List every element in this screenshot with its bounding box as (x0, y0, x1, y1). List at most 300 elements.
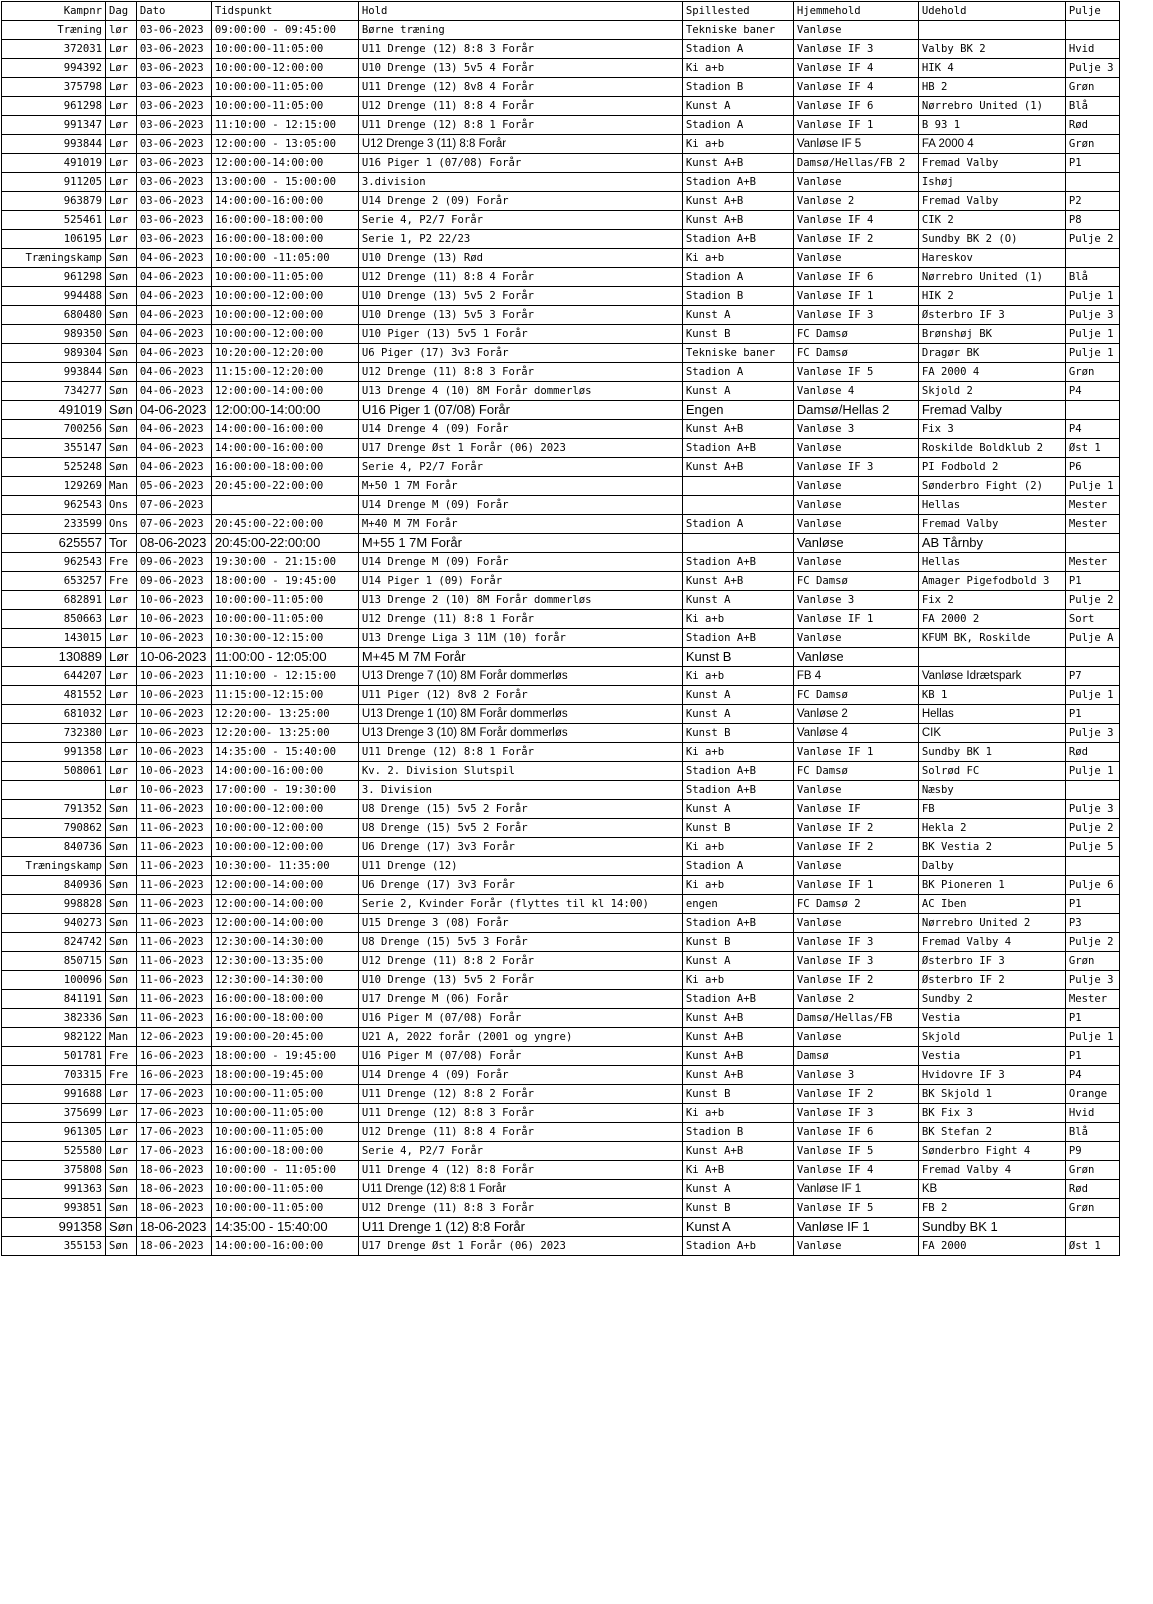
cell-spillested: Kunst A+B (682, 1066, 793, 1085)
cell-hjemmehold: Vanløse 4 (793, 382, 918, 401)
cell-dag: Lør (106, 154, 137, 173)
cell-dag: Lør (106, 211, 137, 230)
cell-hold: U12 Drenge 3 (11) 8:8 Forår (358, 135, 682, 154)
cell-pulje: Pulje 2 (1065, 933, 1119, 952)
cell-dag: Fre (106, 572, 137, 591)
cell-spillested: Kunst A (682, 705, 793, 724)
cell-udehold: Fremad Valby (918, 154, 1065, 173)
cell-tidspunkt: 10:00:00-11:05:00 (211, 78, 358, 97)
cell-udehold: Sønderbro Fight (2) (918, 477, 1065, 496)
cell-udehold: Fremad Valby 4 (918, 1161, 1065, 1180)
cell-spillested: Stadion A (682, 857, 793, 876)
cell-tidspunkt: 14:00:00-16:00:00 (211, 1237, 358, 1256)
header-row (2, 2, 1120, 21)
cell-dag: Søn (106, 439, 137, 458)
cell-pulje (1065, 249, 1119, 268)
cell-spillested: Kunst A+B (682, 1028, 793, 1047)
cell-tidspunkt: 14:35:00 - 15:40:00 (211, 743, 358, 762)
cell-hold: U11 Piger (12) 8v8 2 Forår (358, 686, 682, 705)
cell-hjemmehold: Vanløse (793, 1028, 918, 1047)
cell-dato: 04-06-2023 (136, 344, 211, 363)
cell-pulje: Pulje 1 (1065, 344, 1119, 363)
cell-pulje (1065, 857, 1119, 876)
cell-tidspunkt: 10:30:00- 11:35:00 (211, 857, 358, 876)
cell-udehold: BK Vestia 2 (918, 838, 1065, 857)
table-row (2, 724, 1120, 743)
cell-dato: 09-06-2023 (136, 572, 211, 591)
cell-kampnr: 525461 (2, 211, 106, 230)
cell-kampnr: 962543 (2, 553, 106, 572)
cell-kampnr: 790862 (2, 819, 106, 838)
cell-hold: U8 Drenge (15) 5v5 2 Forår (358, 819, 682, 838)
cell-hold: U6 Drenge (17) 3v3 Forår (358, 838, 682, 857)
table-row (2, 610, 1120, 629)
cell-dato: 17-06-2023 (136, 1142, 211, 1161)
cell-pulje: Pulje 2 (1065, 819, 1119, 838)
cell-spillested: Tekniske baner (682, 21, 793, 40)
cell-tidspunkt: 14:35:00 - 15:40:00 (211, 1218, 358, 1237)
cell-udehold: Vanløse Idrætspark (918, 667, 1065, 686)
cell-hjemmehold: FC Damsø (793, 762, 918, 781)
cell-dato: 04-06-2023 (136, 382, 211, 401)
cell-tidspunkt: 17:00:00 - 19:30:00 (211, 781, 358, 800)
cell-hold: U11 Drenge (12) 8:8 3 Forår (358, 40, 682, 59)
cell-hold: U12 Drenge (11) 8:8 3 Forår (358, 1199, 682, 1218)
cell-pulje: P1 (1065, 1047, 1119, 1066)
cell-tidspunkt: 10:00:00-11:05:00 (211, 591, 358, 610)
cell-udehold: Hellas (918, 553, 1065, 572)
cell-kampnr: 680480 (2, 306, 106, 325)
cell-hold: 3.division (358, 173, 682, 192)
cell-dato: 18-06-2023 (136, 1237, 211, 1256)
cell-kampnr: 382336 (2, 1009, 106, 1028)
cell-hold: 3. Division (358, 781, 682, 800)
table-row (2, 1237, 1120, 1256)
cell-dag: Fre (106, 1066, 137, 1085)
cell-udehold: KB 1 (918, 686, 1065, 705)
cell-dag: Lør (106, 648, 137, 667)
table-row (2, 838, 1120, 857)
cell-tidspunkt: 10:00:00-11:05:00 (211, 1085, 358, 1104)
table-row (2, 1199, 1120, 1218)
cell-tidspunkt: 12:30:00-13:35:00 (211, 952, 358, 971)
cell-udehold: Østerbro IF 3 (918, 952, 1065, 971)
cell-hjemmehold: Vanløse IF 1 (793, 743, 918, 762)
table-row (2, 249, 1120, 268)
cell-udehold: Brønshøj BK (918, 325, 1065, 344)
cell-hjemmehold: Vanløse (793, 629, 918, 648)
cell-tidspunkt: 12:20:00- 13:25:00 (211, 705, 358, 724)
cell-pulje: Grøn (1065, 1161, 1119, 1180)
cell-dag: Lør (106, 591, 137, 610)
cell-hold: U13 Drenge 7 (10) 8M Forår dommerløs (358, 667, 682, 686)
cell-kampnr: 994392 (2, 59, 106, 78)
cell-kampnr: Træning (2, 21, 106, 40)
cell-kampnr: 130889 (2, 648, 106, 667)
cell-dato: 04-06-2023 (136, 325, 211, 344)
cell-tidspunkt: 10:00:00-11:05:00 (211, 610, 358, 629)
cell-pulje: Pulje 5 (1065, 838, 1119, 857)
cell-kampnr: 991688 (2, 1085, 106, 1104)
cell-dato: 04-06-2023 (136, 306, 211, 325)
cell-pulje: P9 (1065, 1142, 1119, 1161)
cell-dag: Lør (106, 97, 137, 116)
cell-udehold: Næsby (918, 781, 1065, 800)
cell-dato: 16-06-2023 (136, 1047, 211, 1066)
cell-dato: 18-06-2023 (136, 1180, 211, 1199)
cell-dag: Lør (106, 686, 137, 705)
cell-spillested: Tekniske baner (682, 344, 793, 363)
cell-kampnr: 982122 (2, 1028, 106, 1047)
cell-tidspunkt: 14:00:00-16:00:00 (211, 439, 358, 458)
cell-hold: U14 Piger 1 (09) Forår (358, 572, 682, 591)
table-row (2, 705, 1120, 724)
cell-spillested: Kunst A+B (682, 192, 793, 211)
cell-pulje: Rød (1065, 1180, 1119, 1199)
cell-tidspunkt: 11:00:00 - 12:05:00 (211, 648, 358, 667)
cell-tidspunkt: 12:00:00-14:00:00 (211, 401, 358, 420)
cell-hjemmehold: Vanløse (793, 249, 918, 268)
cell-hold: U12 Drenge (11) 8:8 2 Forår (358, 952, 682, 971)
cell-pulje: Pulje 3 (1065, 971, 1119, 990)
cell-udehold: Fremad Valby 4 (918, 933, 1065, 952)
cell-spillested: Stadion A+B (682, 173, 793, 192)
cell-hjemmehold: FC Damsø (793, 344, 918, 363)
cell-tidspunkt: 19:30:00 - 21:15:00 (211, 553, 358, 572)
cell-hold: U13 Drenge 4 (10) 8M Forår dommerløs (358, 382, 682, 401)
cell-tidspunkt: 11:10:00 - 12:15:00 (211, 667, 358, 686)
cell-dato: 10-06-2023 (136, 705, 211, 724)
cell-hold: U21 A, 2022 forår (2001 og yngre) (358, 1028, 682, 1047)
cell-hold: U11 Drenge 1 (12) 8:8 Forår (358, 1218, 682, 1237)
cell-hjemmehold: Vanløse IF 1 (793, 116, 918, 135)
cell-hjemmehold: Vanløse IF 2 (793, 1085, 918, 1104)
cell-spillested: Stadion A (682, 515, 793, 534)
cell-hjemmehold: Vanløse IF 1 (793, 1218, 918, 1237)
cell-udehold: PI Fodbold 2 (918, 458, 1065, 477)
cell-dag: Søn (106, 876, 137, 895)
cell-dato: 17-06-2023 (136, 1104, 211, 1123)
header-dag: Dag (106, 2, 137, 21)
cell-spillested: Stadion A (682, 363, 793, 382)
cell-tidspunkt: 12:00:00-14:00:00 (211, 154, 358, 173)
cell-dato: 09-06-2023 (136, 553, 211, 572)
cell-pulje: Rød (1065, 743, 1119, 762)
cell-dato: 16-06-2023 (136, 1066, 211, 1085)
cell-dag: Man (106, 1028, 137, 1047)
cell-spillested: Stadion A (682, 40, 793, 59)
cell-hjemmehold: Vanløse (793, 857, 918, 876)
cell-spillested: Stadion A+B (682, 230, 793, 249)
cell-dag: Søn (106, 838, 137, 857)
cell-dato: 11-06-2023 (136, 933, 211, 952)
table-row (2, 629, 1120, 648)
cell-dag: Søn (106, 895, 137, 914)
cell-hjemmehold: Vanløse IF 4 (793, 1161, 918, 1180)
table-row (2, 1180, 1120, 1199)
cell-tidspunkt: 09:00:00 - 09:45:00 (211, 21, 358, 40)
cell-dag: Lør (106, 116, 137, 135)
cell-hold: U13 Drenge 3 (10) 8M Forår dommerløs (358, 724, 682, 743)
cell-dato: 07-06-2023 (136, 496, 211, 515)
cell-dag: Søn (106, 1180, 137, 1199)
cell-kampnr: 625557 (2, 534, 106, 553)
cell-tidspunkt: 10:30:00-12:15:00 (211, 629, 358, 648)
cell-hold: U8 Drenge (15) 5v5 2 Forår (358, 800, 682, 819)
cell-pulje: Hvid (1065, 1104, 1119, 1123)
cell-hold: U12 Drenge (11) 8:8 1 Forår (358, 610, 682, 629)
cell-kampnr: 840936 (2, 876, 106, 895)
cell-pulje: Pulje 1 (1065, 287, 1119, 306)
cell-udehold: Nørrebro United 2 (918, 914, 1065, 933)
cell-dato: 11-06-2023 (136, 971, 211, 990)
cell-udehold: Ishøj (918, 173, 1065, 192)
cell-pulje: Pulje 1 (1065, 325, 1119, 344)
cell-spillested: Kunst A+B (682, 572, 793, 591)
cell-pulje: Grøn (1065, 135, 1119, 154)
cell-spillested: Ki a+b (682, 971, 793, 990)
cell-hjemmehold: Vanløse (793, 515, 918, 534)
cell-hold: Serie 4, P2/7 Forår (358, 1142, 682, 1161)
cell-kampnr: 991358 (2, 743, 106, 762)
cell-udehold: Valby BK 2 (918, 40, 1065, 59)
cell-tidspunkt: 11:15:00-12:20:00 (211, 363, 358, 382)
cell-pulje: P1 (1065, 705, 1119, 724)
table-row (2, 1028, 1120, 1047)
cell-udehold: AB Tårnby (918, 534, 1065, 553)
cell-pulje: Grøn (1065, 363, 1119, 382)
cell-kampnr: 375699 (2, 1104, 106, 1123)
cell-kampnr: 734277 (2, 382, 106, 401)
cell-kampnr (2, 781, 106, 800)
cell-dato: 17-06-2023 (136, 1123, 211, 1142)
cell-hold: U8 Drenge (15) 5v5 3 Forår (358, 933, 682, 952)
cell-dato: 04-06-2023 (136, 287, 211, 306)
cell-dato: 03-06-2023 (136, 230, 211, 249)
table-row (2, 97, 1120, 116)
cell-dag: Søn (106, 344, 137, 363)
cell-spillested: Kunst A (682, 1180, 793, 1199)
cell-udehold: Skjold 2 (918, 382, 1065, 401)
cell-tidspunkt: 10:00:00-12:00:00 (211, 325, 358, 344)
cell-hjemmehold: Vanløse (793, 648, 918, 667)
cell-udehold: Nørrebro United (1) (918, 268, 1065, 287)
table-row (2, 895, 1120, 914)
cell-kampnr: 501781 (2, 1047, 106, 1066)
cell-hold: U11 Drenge (12) (358, 857, 682, 876)
cell-spillested: Kunst A (682, 591, 793, 610)
cell-hold: U17 Drenge M (06) Forår (358, 990, 682, 1009)
cell-dato: 08-06-2023 (136, 534, 211, 553)
cell-kampnr: 355147 (2, 439, 106, 458)
cell-tidspunkt: 16:00:00-18:00:00 (211, 211, 358, 230)
header-hjemmehold: Hjemmehold (793, 2, 918, 21)
cell-dag: Søn (106, 458, 137, 477)
cell-tidspunkt: 10:00:00-11:05:00 (211, 1104, 358, 1123)
cell-hjemmehold: Damsø/Hellas/FB 2 (793, 154, 918, 173)
table-row (2, 1218, 1120, 1237)
cell-kampnr: 106195 (2, 230, 106, 249)
cell-spillested: Kunst A+B (682, 420, 793, 439)
cell-spillested (682, 477, 793, 496)
cell-tidspunkt: 12:30:00-14:30:00 (211, 971, 358, 990)
cell-hjemmehold: Vanløse (793, 1237, 918, 1256)
cell-hjemmehold: Vanløse IF 3 (793, 952, 918, 971)
cell-dato: 03-06-2023 (136, 40, 211, 59)
cell-kampnr: 143015 (2, 629, 106, 648)
cell-hjemmehold: Vanløse 4 (793, 724, 918, 743)
cell-dato: 11-06-2023 (136, 990, 211, 1009)
table-row (2, 382, 1120, 401)
cell-hjemmehold: Vanløse (793, 439, 918, 458)
cell-dag: Søn (106, 952, 137, 971)
table-row (2, 1161, 1120, 1180)
cell-udehold: Fix 2 (918, 591, 1065, 610)
cell-hold: U11 Drenge (12) 8:8 3 Forår (358, 1104, 682, 1123)
cell-dag: Søn (106, 933, 137, 952)
cell-hjemmehold: Vanløse IF 3 (793, 933, 918, 952)
header-udehold: Udehold (918, 2, 1065, 21)
cell-tidspunkt: 10:00:00-11:05:00 (211, 1180, 358, 1199)
cell-dato: 04-06-2023 (136, 401, 211, 420)
cell-tidspunkt: 16:00:00-18:00:00 (211, 230, 358, 249)
cell-pulje: Pulje A (1065, 629, 1119, 648)
cell-hjemmehold: Vanløse (793, 21, 918, 40)
cell-tidspunkt: 20:45:00-22:00:00 (211, 515, 358, 534)
cell-tidspunkt: 10:00:00 -11:05:00 (211, 249, 358, 268)
table-row (2, 420, 1120, 439)
cell-hold: U13 Drenge 1 (10) 8M Forår dommerløs (358, 705, 682, 724)
cell-dag: Fre (106, 1047, 137, 1066)
cell-spillested: Ki a+b (682, 667, 793, 686)
cell-hold: U10 Drenge (13) 5v5 4 Forår (358, 59, 682, 78)
cell-tidspunkt: 10:00:00-11:05:00 (211, 268, 358, 287)
cell-hjemmehold: Vanløse IF 6 (793, 97, 918, 116)
cell-pulje (1065, 401, 1119, 420)
cell-udehold: Sundby 2 (918, 990, 1065, 1009)
cell-spillested: Stadion B (682, 287, 793, 306)
cell-hjemmehold: Damsø/Hellas 2 (793, 401, 918, 420)
cell-dag: Lør (106, 59, 137, 78)
cell-kampnr: 481552 (2, 686, 106, 705)
cell-hold: U10 Drenge (13) 5v5 3 Forår (358, 306, 682, 325)
cell-dag: Lør (106, 1142, 137, 1161)
cell-kampnr: Træningskamp (2, 249, 106, 268)
cell-spillested: Ki a+b (682, 610, 793, 629)
cell-hold: M+50 1 7M Forår (358, 477, 682, 496)
cell-kampnr: 993844 (2, 363, 106, 382)
cell-dag: Lør (106, 1085, 137, 1104)
cell-hold: U11 Drenge (12) 8v8 4 Forår (358, 78, 682, 97)
table-row (2, 59, 1120, 78)
cell-hjemmehold: Vanløse IF 5 (793, 135, 918, 154)
cell-hold: U14 Drenge 2 (09) Forår (358, 192, 682, 211)
cell-pulje: P4 (1065, 382, 1119, 401)
cell-kampnr: 732380 (2, 724, 106, 743)
table-row (2, 230, 1120, 249)
cell-kampnr: 703315 (2, 1066, 106, 1085)
cell-hjemmehold: Vanløse IF 2 (793, 819, 918, 838)
cell-kampnr: 991358 (2, 1218, 106, 1237)
cell-kampnr: 994488 (2, 287, 106, 306)
cell-kampnr: 375808 (2, 1161, 106, 1180)
cell-kampnr: 989350 (2, 325, 106, 344)
cell-udehold: Hekla 2 (918, 819, 1065, 838)
cell-spillested: Stadion A+b (682, 1237, 793, 1256)
cell-dato: 03-06-2023 (136, 21, 211, 40)
cell-udehold: KFUM BK, Roskilde (918, 629, 1065, 648)
cell-pulje: P7 (1065, 667, 1119, 686)
cell-dag: Søn (106, 990, 137, 1009)
cell-spillested (682, 496, 793, 515)
cell-hjemmehold: Vanløse (793, 781, 918, 800)
cell-hold: U12 Drenge (11) 8:8 3 Forår (358, 363, 682, 382)
cell-tidspunkt: 14:00:00-16:00:00 (211, 762, 358, 781)
cell-udehold: HIK 2 (918, 287, 1065, 306)
cell-hold: U16 Piger 1 (07/08) Forår (358, 154, 682, 173)
cell-pulje: P4 (1065, 1066, 1119, 1085)
cell-dag: Lør (106, 40, 137, 59)
cell-udehold: Dalby (918, 857, 1065, 876)
cell-tidspunkt: 13:00:00 - 15:00:00 (211, 173, 358, 192)
cell-spillested: Kunst A+B (682, 154, 793, 173)
cell-hold: M+45 M 7M Forår (358, 648, 682, 667)
cell-spillested: Ki a+b (682, 249, 793, 268)
table-row (2, 458, 1120, 477)
cell-spillested: Stadion A+B (682, 762, 793, 781)
cell-udehold: Hellas (918, 705, 1065, 724)
cell-hold: U10 Drenge (13) 5v5 2 Forår (358, 971, 682, 990)
table-row (2, 173, 1120, 192)
cell-pulje: Blå (1065, 268, 1119, 287)
cell-dag: lør (106, 21, 137, 40)
cell-hjemmehold: Damsø (793, 1047, 918, 1066)
cell-dag: Søn (106, 1161, 137, 1180)
cell-pulje: Pulje 3 (1065, 800, 1119, 819)
cell-tidspunkt: 20:45:00-22:00:00 (211, 477, 358, 496)
table-row (2, 40, 1120, 59)
cell-kampnr: 850663 (2, 610, 106, 629)
cell-dato: 11-06-2023 (136, 876, 211, 895)
cell-dag: Søn (106, 401, 137, 420)
cell-dag: Lør (106, 762, 137, 781)
table-row (2, 876, 1120, 895)
cell-hjemmehold: Vanløse IF 3 (793, 1104, 918, 1123)
cell-hjemmehold: Vanløse IF 2 (793, 971, 918, 990)
table-row (2, 648, 1120, 667)
cell-spillested: Stadion A+B (682, 553, 793, 572)
cell-tidspunkt: 10:00:00-11:05:00 (211, 1123, 358, 1142)
cell-dag: Søn (106, 971, 137, 990)
table-row (2, 268, 1120, 287)
cell-hjemmehold: Vanløse IF 3 (793, 306, 918, 325)
table-row (2, 211, 1120, 230)
cell-dato: 12-06-2023 (136, 1028, 211, 1047)
cell-dag: Søn (106, 800, 137, 819)
cell-pulje: Grøn (1065, 1199, 1119, 1218)
cell-pulje: P1 (1065, 1009, 1119, 1028)
cell-udehold: BK Stefan 2 (918, 1123, 1065, 1142)
table-row (2, 439, 1120, 458)
cell-udehold: BK Fix 3 (918, 1104, 1065, 1123)
table-row (2, 952, 1120, 971)
cell-hold: U17 Drenge Øst 1 Forår (06) 2023 (358, 1237, 682, 1256)
cell-pulje: P1 (1065, 154, 1119, 173)
table-row (2, 743, 1120, 762)
cell-hold: Serie 1, P2 22/23 (358, 230, 682, 249)
cell-kampnr: 700256 (2, 420, 106, 439)
cell-udehold: Sundby BK 2 (O) (918, 230, 1065, 249)
